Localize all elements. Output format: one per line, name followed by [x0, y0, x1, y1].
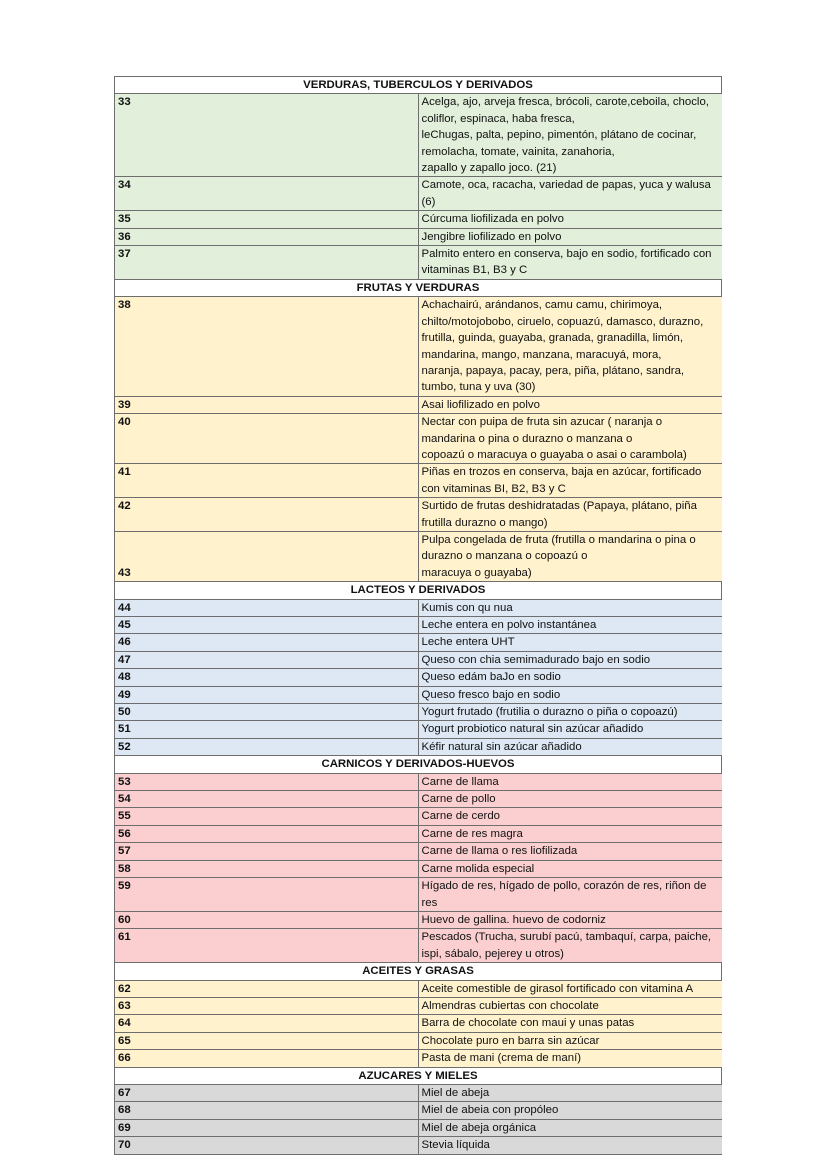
description-line: Miel de abeia con propóleo	[421, 1104, 559, 1117]
description-line: Barra de chocolate con maui y unas patas	[421, 1017, 635, 1030]
item-number: 60	[115, 911, 419, 928]
item-description	[418, 669, 722, 686]
item-number: 64	[115, 1015, 419, 1032]
description-line: Stevia líquida	[421, 1139, 490, 1152]
item-description	[418, 599, 722, 616]
table-row	[115, 211, 722, 228]
item-number: 42	[115, 498, 419, 532]
description-line: Aceite comestible de girasol fortificado con vitamina A	[421, 982, 694, 995]
item-number: 38	[115, 297, 419, 396]
item-number: 46	[115, 634, 419, 651]
description-line: Asai liofilizado en polvo	[421, 398, 540, 411]
item-number: 53	[115, 773, 419, 790]
description-line: Queso fresco bajo en sodio	[421, 688, 561, 701]
item-number: 41	[115, 464, 419, 498]
description-line: Pescados (Trucha, surubí pacú, tambaquí, carpa, paiche, ispi, sábalo, pejerey u otros)	[421, 931, 712, 960]
product-table-body	[115, 77, 722, 1155]
item-number: 68	[115, 1102, 419, 1119]
section-header-row	[115, 582, 722, 599]
item-description	[418, 929, 722, 963]
section-header-row	[115, 77, 722, 94]
item-number: 51	[115, 721, 419, 738]
description-line: Piñas en trozos en conserva, baja en azúcar, fortificado con vitaminas BI, B2, B3 y C	[421, 466, 702, 495]
item-number: 37	[115, 246, 419, 280]
table-row	[115, 246, 722, 280]
description-line: Queso con chia semimadurado bajo en sodio	[421, 653, 651, 666]
table-row	[115, 773, 722, 790]
description-line: Carne de llama	[421, 775, 499, 788]
table-row	[115, 599, 722, 616]
item-number: 35	[115, 211, 419, 228]
item-number: 44	[115, 599, 419, 616]
item-description	[418, 791, 722, 808]
description-line: copoazú o maracuya o guayaba o asai o carambola)	[421, 448, 687, 461]
description-line: zapallo y zapallo joco. (21)	[421, 162, 557, 175]
description-line: Carne de res magra	[421, 827, 523, 840]
description-line: frutilla, guinda, guayaba, granada, granadilla, limón, mandarina, mango, manzana, maracuyá, mora,	[421, 332, 684, 361]
item-description	[418, 738, 722, 755]
section-header-row	[115, 1067, 722, 1084]
table-row	[115, 414, 722, 464]
description-line: Queso edám baJo en sodio	[421, 671, 561, 684]
item-description	[418, 843, 722, 860]
table-row	[115, 1084, 722, 1101]
description-line: Palmito entero en conserva, bajo en sodio, fortificado con vitaminas B1, B3 y C	[421, 248, 712, 277]
description-line: Surtido de frutas deshidratadas (Papaya, plátano, piña frutilla durazno o mango)	[421, 500, 697, 529]
description-line: maracuya o guayaba)	[421, 566, 532, 579]
description-line: Carne molida especial	[421, 862, 535, 875]
description-line: Leche entera en polvo instantánea	[421, 619, 597, 631]
item-description	[418, 651, 722, 668]
table-row	[115, 1050, 722, 1067]
description-line: naranja, papaya, pacay, pera, piña, plátano, sandra, tumbo, tuna y uva (30)	[421, 364, 685, 394]
table-row	[115, 738, 722, 755]
table-row	[115, 634, 722, 651]
table-row	[115, 228, 722, 245]
description-line: Nectar con puipa de fruta sin azucar ( naranja o mandarina o pina o durazno o manzana o	[421, 416, 663, 445]
item-description	[418, 686, 722, 703]
item-number: 61	[115, 929, 419, 963]
item-description	[418, 1084, 722, 1101]
item-description	[418, 396, 722, 413]
item-number: 59	[115, 878, 419, 912]
item-number: 62	[115, 980, 419, 997]
item-description	[418, 634, 722, 651]
description-line: leChugas, palta, pepino, pimentón, plátano de cocinar, remolacha, tomate, vainita, zanahoria,	[421, 129, 697, 158]
table-row	[115, 464, 722, 498]
item-description	[418, 911, 722, 928]
description-line: Almendras cubiertas con chocolate	[421, 999, 599, 1012]
description-line: Hígado de res, hígado de pollo, corazón de res, riñon de res	[421, 880, 707, 909]
table-row	[115, 721, 722, 738]
section-header-row	[115, 963, 722, 980]
item-number: 52	[115, 738, 419, 755]
section-title: ACEITES Y GRASAS	[115, 963, 722, 980]
section-title: CARNICOS Y DERIVADOS-HUEVOS	[115, 756, 722, 773]
item-number: 33	[115, 94, 419, 177]
item-description	[418, 808, 722, 825]
description-line: Camote, oca, racacha, variedad de papas, yuca y walusa (6)	[421, 179, 711, 208]
item-description	[418, 498, 722, 532]
table-row	[115, 704, 722, 721]
description-line: Jengibre liofilizado en polvo	[421, 230, 562, 243]
section-header-row	[115, 279, 722, 296]
description-line: Achachairú, arándanos, camu camu, chirimoya, chilto/motojobobo, ciruelo, copuazú, damasco, durazno,	[421, 299, 704, 328]
section-title: FRUTAS Y VERDURAS	[115, 279, 722, 296]
table-row	[115, 651, 722, 668]
item-description	[418, 860, 722, 877]
item-description	[418, 997, 722, 1014]
description-line: Yogurt frutado (frutilia o durazno o piña o copoazú)	[421, 706, 678, 719]
item-number: 57	[115, 843, 419, 860]
product-table	[114, 76, 722, 1155]
table-row	[115, 1137, 722, 1154]
item-number: 56	[115, 825, 419, 842]
section-title: AZUCARES Y MIELES	[115, 1067, 722, 1084]
table-row	[115, 808, 722, 825]
item-description	[418, 211, 722, 228]
item-description	[418, 825, 722, 842]
description-line: Chocolate puro en barra sin azúcar	[421, 1034, 600, 1047]
table-row	[115, 1102, 722, 1119]
description-line: Miel de abeja	[421, 1086, 490, 1099]
description-line: Cúrcuma liofilizada en polvo	[421, 213, 564, 226]
table-row	[115, 686, 722, 703]
item-number: 48	[115, 669, 419, 686]
item-description	[418, 464, 722, 498]
table-row	[115, 791, 722, 808]
item-number: 63	[115, 997, 419, 1014]
item-number: 43	[115, 531, 419, 581]
table-row	[115, 498, 722, 532]
item-number: 50	[115, 704, 419, 721]
section-title: LACTEOS Y DERIVADOS	[115, 582, 722, 599]
item-description	[418, 721, 722, 738]
item-number: 58	[115, 860, 419, 877]
item-number: 36	[115, 228, 419, 245]
description-line: Huevo de gallina. huevo de codorniz	[421, 913, 606, 926]
table-row	[115, 860, 722, 877]
item-number: 66	[115, 1050, 419, 1067]
description-line: Kéfir natural sin azúcar añadido	[421, 740, 582, 753]
item-number: 34	[115, 177, 419, 211]
description-line: Pulpa congelada de fruta (frutilla o mandarina o pina o durazno o manzana o copoazú o	[421, 533, 696, 563]
table-row	[115, 669, 722, 686]
section-title: VERDURAS, TUBERCULOS Y DERIVADOS	[115, 77, 722, 94]
item-number: 67	[115, 1084, 419, 1101]
description-line: Carne de cerdo	[421, 810, 501, 823]
item-description	[418, 617, 722, 634]
item-description	[418, 704, 722, 721]
item-description	[418, 246, 722, 280]
description-line: Carne de llama o res liofilizada	[421, 845, 578, 858]
table-row	[115, 843, 722, 860]
description-line: Carne de pollo	[421, 793, 496, 806]
table-row	[115, 929, 722, 963]
description-line: Miel de abeja orgánica	[421, 1121, 537, 1134]
item-number: 54	[115, 791, 419, 808]
table-row	[115, 531, 722, 581]
table-row	[115, 1032, 722, 1049]
table-row	[115, 825, 722, 842]
item-number: 69	[115, 1119, 419, 1136]
item-description	[418, 878, 722, 912]
item-description	[418, 177, 722, 211]
item-description	[418, 94, 722, 177]
item-description	[418, 1050, 722, 1067]
item-description	[418, 1032, 722, 1049]
item-description	[418, 531, 722, 581]
item-description	[418, 297, 722, 396]
table-row	[115, 396, 722, 413]
item-number: 45	[115, 617, 419, 634]
item-number: 39	[115, 396, 419, 413]
table-row	[115, 297, 722, 396]
item-description	[418, 1119, 722, 1136]
table-row	[115, 1119, 722, 1136]
item-description	[418, 980, 722, 997]
item-number: 40	[115, 414, 419, 464]
item-description	[418, 414, 722, 464]
table-row	[115, 911, 722, 928]
table-row	[115, 94, 722, 177]
description-line: Kumis con qu nua	[421, 601, 513, 614]
table-row	[115, 617, 722, 634]
item-number: 47	[115, 651, 419, 668]
description-line: Yogurt probiotico natural sin azúcar añadido	[421, 723, 644, 736]
table-row	[115, 980, 722, 997]
item-description	[418, 1137, 722, 1154]
section-header-row	[115, 756, 722, 773]
table-row	[115, 997, 722, 1014]
description-line: Acelga, ajo, arveja fresca, brócoli, carote,ceboila, choclo, coliflor, espinaca, haba fresca,	[421, 96, 709, 125]
description-line: Leche entera UHT	[421, 636, 515, 649]
item-number: 55	[115, 808, 419, 825]
item-number: 70	[115, 1137, 419, 1154]
item-number: 65	[115, 1032, 419, 1049]
item-description	[418, 228, 722, 245]
description-line: Pasta de mani (crema de maní)	[421, 1052, 582, 1065]
item-description	[418, 1102, 722, 1119]
item-description	[418, 773, 722, 790]
table-row	[115, 878, 722, 912]
item-number: 49	[115, 686, 419, 703]
table-row	[115, 177, 722, 211]
